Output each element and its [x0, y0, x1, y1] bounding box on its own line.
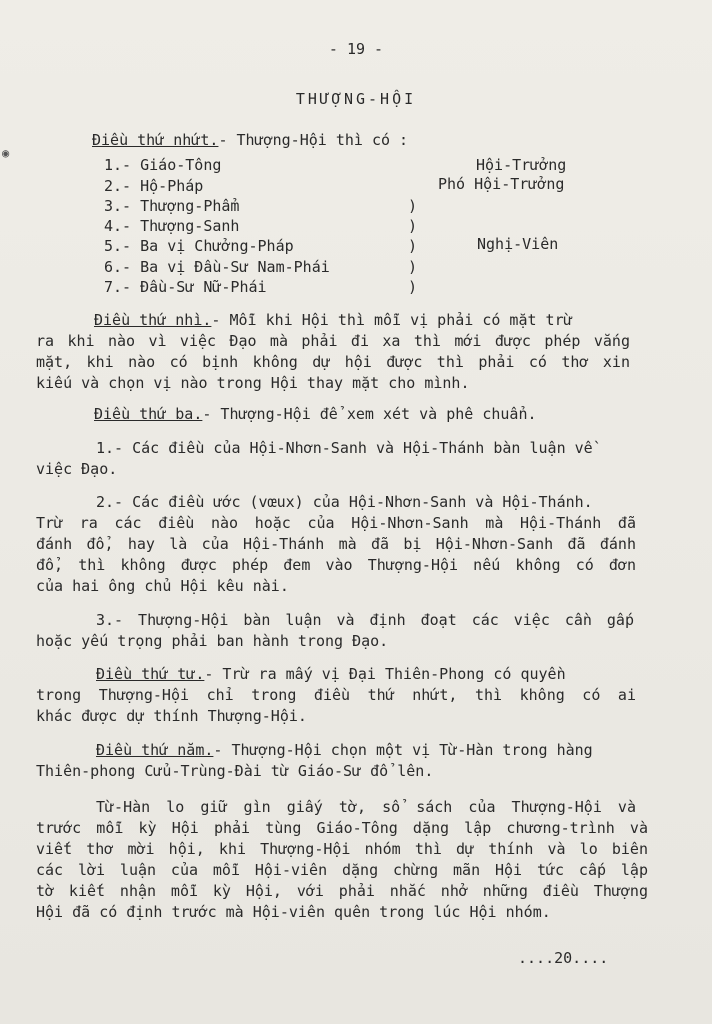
article-2-text: - Mỗi khi Hội thì mỗi vị phải có mặt trừ: [211, 311, 573, 329]
article-1-intro: [92, 130, 408, 150]
article-2-line: kiếu và chọn vị nào trong Hội thay mặt cho mình.: [36, 374, 470, 392]
list-item: [104, 196, 239, 216]
list-item-number: 7.-: [104, 278, 132, 296]
article-3-heading: Điều thứ ba.: [94, 405, 203, 423]
article-3-line: của hai ông chủ Hội kêu nài.: [36, 577, 289, 595]
list-item-role: Hội-Trưởng: [476, 156, 567, 174]
article-3-intro-text: - Thượng-Hội để xem xét và phê chuẩn.: [202, 405, 537, 423]
article-5-line: tờ kiết nhận mỗi kỳ Hội, với phải nhắc nhở những điều Thượng: [36, 882, 648, 900]
list-item-number: 6.-: [104, 258, 132, 276]
list-item-number: 3.-: [104, 197, 132, 215]
article-3-line: 2.- Các điều ước (vœux) của Hội-Nhơn-Sanh và Hội-Thánh.: [96, 493, 593, 511]
article-5-heading: Điều thứ năm.: [96, 741, 214, 759]
next-page-marker: ....20....: [518, 949, 609, 967]
list-item-name: Đầu-Sư Nữ-Phái: [140, 278, 267, 296]
article-2-heading: Điều thứ nhì.: [94, 311, 212, 329]
page-number: - 19 -: [328, 40, 384, 58]
article-3-line: đổ, thì không được phép đem vào Thượng-Hội nếu không có đơn: [36, 556, 636, 574]
article-3-line: việc Đạo.: [36, 460, 118, 478]
article-4-line: trong Thượng-Hội chỉ trong điều thứ nhứt, thì không có ai: [36, 686, 636, 704]
article-2-line: mặt, khi nào có bịnh không dự hội được thì phải có thơ xin: [36, 353, 630, 371]
article-3-line: 1.- Các điều của Hội-Nhơn-Sanh và Hội-Thánh bàn luận về: [96, 439, 593, 457]
list-item-number: 2.-: [104, 177, 132, 195]
list-item: [104, 176, 203, 196]
list-item-number: 5.-: [104, 237, 132, 255]
list-item-role: Phó Hội-Trưởng: [438, 175, 565, 193]
article-3-line: đánh đổ, hay là của Hội-Thánh mà đã bị Hội-Nhơn-Sanh đã đánh: [36, 535, 636, 553]
article-5-line: Từ-Hàn lo giữ gìn giấy tờ, sổ sách của Thượng-Hội và: [96, 798, 636, 816]
article-5-line: [96, 740, 593, 760]
article-4-line: khác được dự thính Thượng-Hội.: [36, 707, 307, 725]
list-item: [104, 216, 239, 236]
article-4-text: - Trừ ra mấy vị Đại Thiên-Phong có quyền: [204, 665, 566, 683]
list-item-role: Nghị-Viên: [477, 235, 559, 253]
article-3-intro: [94, 404, 537, 424]
article-4-heading: Điều thứ tư.: [96, 665, 205, 683]
brace-mark: ): [408, 278, 418, 296]
list-item-number: 1.-: [104, 156, 132, 174]
article-5-line: trước mỗi kỳ Hội phải tùng Giáo-Tông dặng lập chương-trình và: [36, 819, 648, 837]
list-item-number: 4.-: [104, 217, 132, 235]
list-item: [104, 155, 221, 175]
article-3-line: hoặc yếu trọng phải ban hành trong Đạo.: [36, 632, 389, 650]
list-item: [104, 277, 267, 297]
list-item-name: Ba vị Chưởng-Pháp: [140, 237, 294, 255]
article-5-line: các lời luận của mỗi Hội-viên dặng chừng mãn Hội tức cấp lập: [36, 861, 648, 879]
list-item-name: Thượng-Phẩm: [140, 197, 240, 215]
list-item: [104, 236, 294, 256]
brace-mark: ): [408, 237, 418, 255]
article-1-heading: Điều thứ nhứt.: [92, 131, 219, 149]
article-3-line: 3.- Thượng-Hội bàn luận và định đoạt các việc cần gấp: [96, 611, 634, 629]
list-item-name: Hộ-Pháp: [140, 177, 204, 195]
binding-hole-mark: ◉: [2, 146, 10, 160]
article-5-line: viết thơ mời hội, khi Thượng-Hội nhóm thì dự thính và lo biên: [36, 840, 648, 858]
article-5-line: Hội đã có định trước mà Hội-viên quên trong lúc Hội nhóm.: [36, 903, 551, 921]
article-3-line: Trừ ra các điều nào hoặc của Hội-Nhơn-Sanh mà Hội-Thánh đã: [36, 514, 636, 532]
article-5-text: - Thượng-Hội chọn một vị Từ-Hàn trong hàng: [213, 741, 593, 759]
list-item-name: Giáo-Tông: [140, 156, 222, 174]
list-item-name: Thượng-Sanh: [140, 217, 240, 235]
list-item: [104, 257, 330, 277]
brace-mark: ): [408, 217, 418, 235]
list-item-name: Ba vị Đầu-Sư Nam-Phái: [140, 258, 330, 276]
article-4-line: [96, 664, 566, 684]
article-1-intro-text: - Thượng-Hội thì có :: [218, 131, 409, 149]
brace-mark: ): [408, 197, 418, 215]
article-2-line: ra khi nào vì việc Đạo mà phải đi xa thì mới được phép vắng: [36, 332, 630, 350]
article-5-line: Thiên-phong Cửu-Trùng-Đài từ Giáo-Sư đổ lên.: [36, 762, 434, 780]
article-2-line: [94, 310, 573, 330]
page-title: THƯỢNG-HỘI: [295, 90, 417, 108]
brace-mark: ): [408, 258, 418, 276]
